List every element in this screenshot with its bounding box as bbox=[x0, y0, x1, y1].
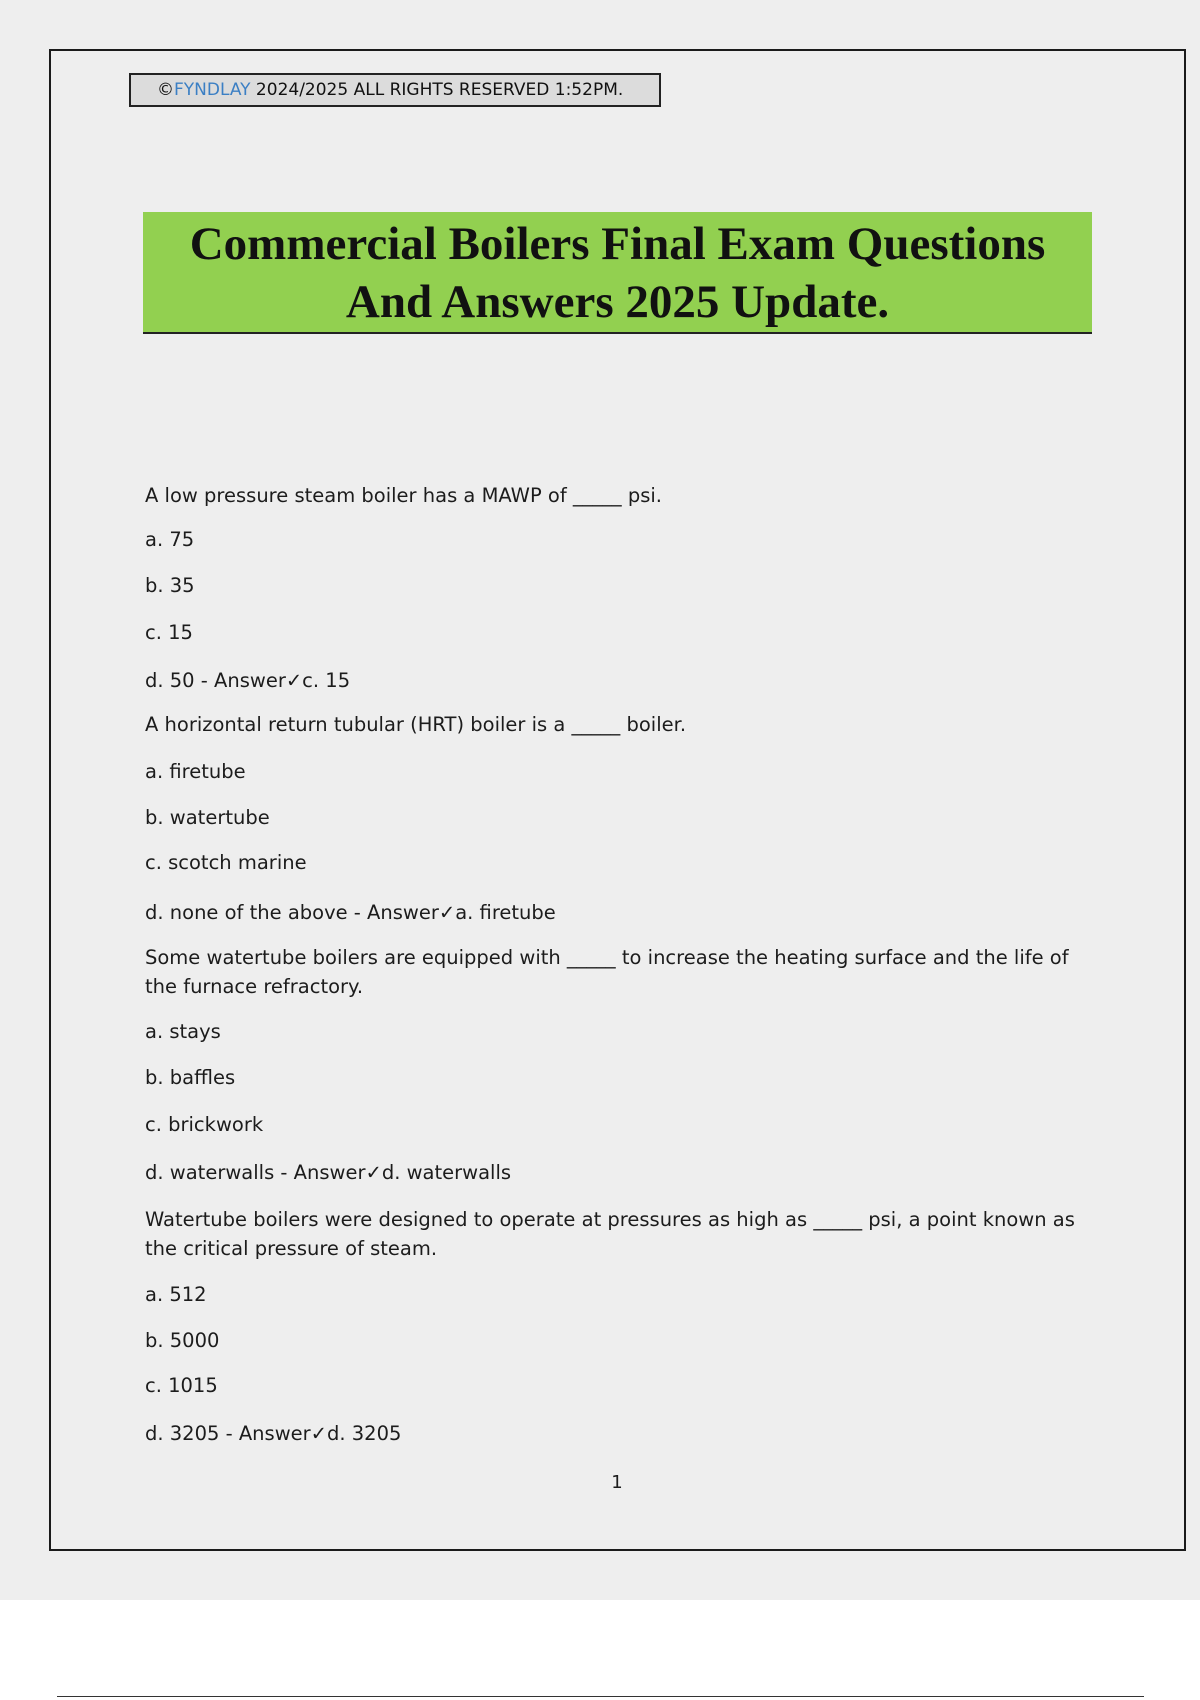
answer-option: b. watertube bbox=[145, 806, 270, 829]
answer-option-with-answer: d. waterwalls - Answer✓d. waterwalls bbox=[145, 1161, 512, 1184]
answer-option: c. scotch marine bbox=[145, 851, 307, 874]
answer-option: c. brickwork bbox=[145, 1113, 264, 1136]
answer-option-with-answer: d. 50 - Answer✓c. 15 bbox=[145, 669, 351, 692]
question-text: A horizontal return tubular (HRT) boiler is a _____ boiler. bbox=[145, 713, 687, 736]
answer-option-with-answer: d. none of the above - Answer✓a. firetube bbox=[145, 901, 556, 924]
document-title bbox=[143, 212, 1092, 334]
question-text: Some watertube boilers are equipped with _____ to increase the heating surface and the life of the furnace refractory. bbox=[145, 946, 1069, 998]
answer-option: b. 35 bbox=[145, 574, 195, 597]
answer-option: a. 75 bbox=[145, 528, 195, 551]
answer-option-with-answer: d. 3205 - Answer✓d. 3205 bbox=[145, 1422, 402, 1445]
title-line-1: Commercial Boilers Final Exam Questions bbox=[189, 218, 1046, 270]
copyright-notice bbox=[129, 73, 661, 107]
answer-option: c. 15 bbox=[145, 621, 193, 644]
title-line-2: And Answers 2025 Update. bbox=[345, 276, 890, 328]
copyright-symbol: © bbox=[157, 80, 174, 100]
page-number: 1 bbox=[611, 1472, 623, 1493]
question-text: Watertube boilers were designed to operate at pressures as high as _____ psi, a point known as the critical pressure of steam. bbox=[145, 1208, 1075, 1260]
copyright-brand: FYNDLAY bbox=[174, 80, 251, 100]
bottom-divider bbox=[57, 1696, 1144, 1697]
copyright-text: 2024/2025 ALL RIGHTS RESERVED 1:52PM. bbox=[250, 80, 624, 100]
answer-option: a. 512 bbox=[145, 1283, 207, 1306]
answer-option: c. 1015 bbox=[145, 1374, 218, 1397]
answer-option: a. firetube bbox=[145, 760, 246, 783]
answer-option: a. stays bbox=[145, 1020, 221, 1043]
question-text: A low pressure steam boiler has a MAWP of _____ psi. bbox=[145, 484, 663, 507]
answer-option: b. 5000 bbox=[145, 1329, 220, 1352]
answer-option: b. baffles bbox=[145, 1066, 236, 1089]
